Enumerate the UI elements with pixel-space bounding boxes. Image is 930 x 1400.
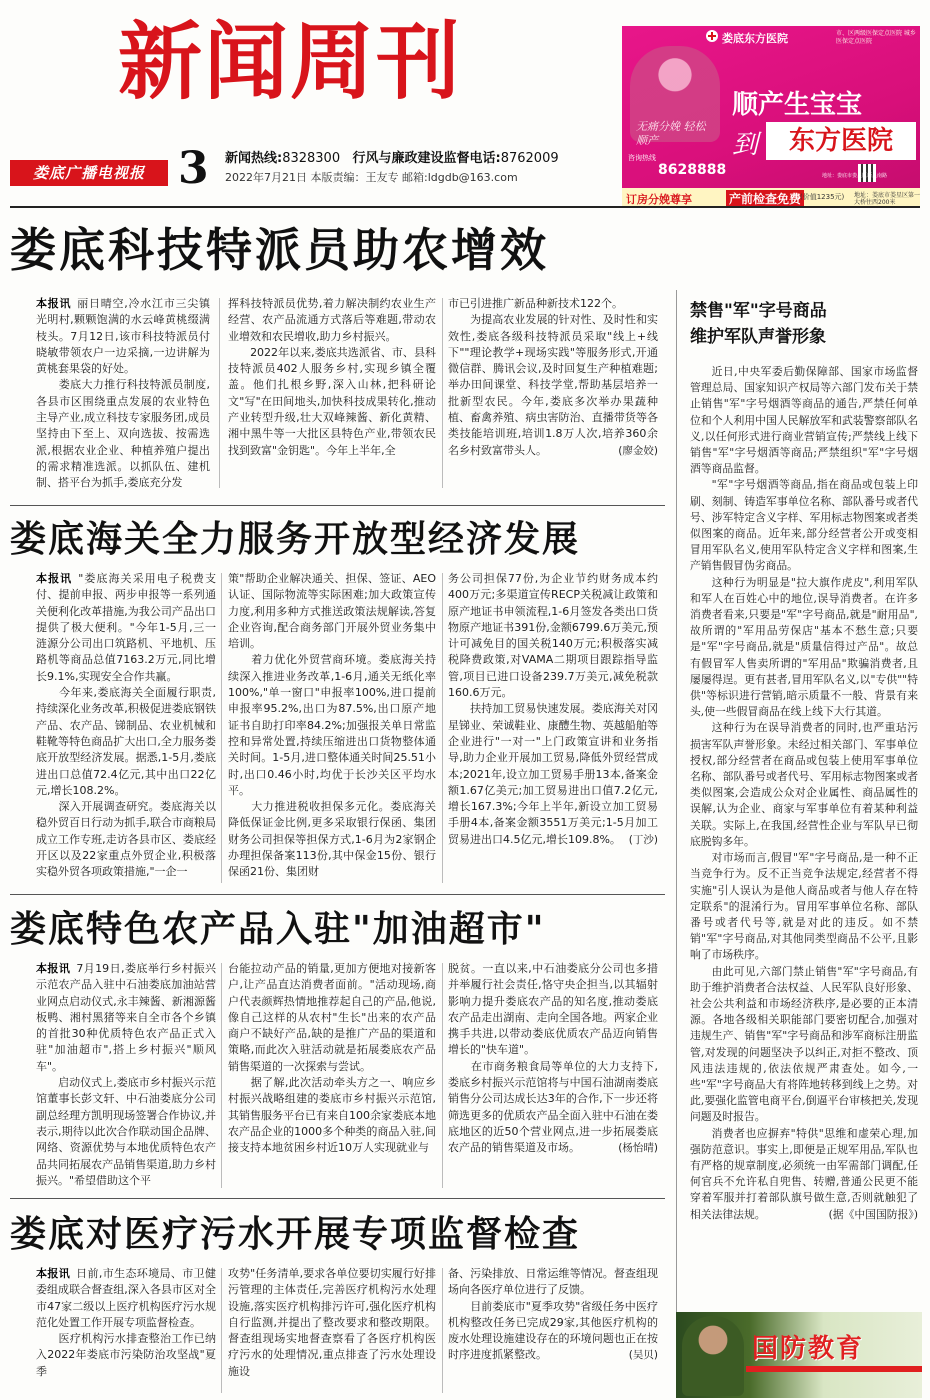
sidebar-paragraph: 对市场而言,假冒"军"字号商品,是一种不正当竞争行为。反不正当竞争法规定,经营者不得实施"引人误认为是他人商品或者与他人存在特定联系"的混淆行为。冒用军事单位名称、部队番号或者代号等,就是对此的违反。如不禁销"军"字号商品,对其他同类型商品不公平,且影响了市场秩序。 — [690, 851, 918, 962]
article-divider — [10, 1198, 665, 1199]
column-text: 务公司担保77份,为企业节约财务成本约400万元;多渠道宣传RECP关税减让政策和原产地证书申领流程,1-6月签发各类出口货物原产地证书391份,金额6799.6万美元,预计可减免目的国关税140万元;积极落实减税降费政策,对VAMA二期项目跟踪指导监管,项目已进口设备239.7万美元,减免税款160.6万元。 扶持加工贸易快速发展。娄底海关对冈星锑业、荣诚鞋业、康醴生物、英越船舶等企业进行"一对一"上门政策宣讲和业务指导,助力企业开展加工贸易,降低外贸经营成本;2021年,设立加工贸易手册13本,备案金额1.67亿美元;加工贸易进出口值7.2亿元,增长167.3%;今年上半年,新设立加工贸易手册4本,备案金额3551万美元;1-5月加工贸易进出口4.5亿元,增长109.8%。 — [448, 572, 658, 846]
column-divider — [219, 298, 220, 488]
column-divider — [221, 963, 222, 1188]
article-4-column-1 — [36, 1266, 216, 1396]
date-editor-line: 2022年7月21日 本版责编：王友专 邮箱:ldgdb@163.com — [225, 171, 518, 184]
masthead-divider — [10, 206, 920, 208]
sidebar-paragraph — [690, 1126, 918, 1223]
banner-stripe — [746, 1366, 922, 1372]
article-lead: 本报讯 — [36, 962, 71, 975]
article-1-column-1 — [36, 296, 210, 496]
article-1-column-3 — [448, 296, 658, 496]
article-author: (丁沙) — [628, 833, 658, 846]
article-author: (吴贝) — [628, 1349, 658, 1362]
column-text: 脱贫。一直以来,中石油娄底分公司也多措并举履行社会责任,恪守央企担当,以其辐射影响力提升娄底农产品的知名度,推动娄底农产品走出湖南、走向全国各地。两家企业携手共进,以带动娄底优质农产品迈向销售增长的"快车道"。 在市商务粮食局等单位的大力支持下,娄底乡村振兴示范馆将与中国石油湖南娄底销售分公司达成长达3年的合作,下一步还将筛选更多的优质农产品全面入驻中石油在娄底地区的近50个营业网点,进一步拓展娄底农产品的销售渠道及市场。 — [448, 962, 658, 1155]
sidebar-border — [676, 290, 677, 1330]
ad-hospital-name: 娄底东方医院 — [722, 32, 788, 45]
sidebar-paragraph: 近日,中央军委后勤保障部、国家市场监督管理总局、国家知识产权局等六部门发布关于禁止销售"军"字号烟酒等商品的通告,严禁任何单位和个人利用中国人民解放军和武装警察部队名义,以任何形式进行商业营销宣传;严禁线上线下销售"军"字号烟酒等商品;严禁组织"军"字号烟酒等商品监督。 — [690, 365, 918, 476]
article-4-column-3 — [448, 1266, 658, 1396]
article-2-column-3 — [448, 571, 658, 891]
ad-phone-label: 咨询热线 — [628, 154, 656, 162]
sidebar-paragraph: "军"字号烟酒等商品,指在商品或包装上印刷、刻制、铸造军事单位名称、部队番号或者代号、涉军特定含义字样、军用标志物图案或者类似图案的商品。近年来,部分经营者公开或变相冒用军队名义,使用军队特定含义字样和图案,生产销售假冒伪劣商品。 — [690, 478, 918, 573]
article-3-column-1 — [36, 961, 216, 1193]
article-2-headline[interactable]: 娄底海关全力服务开放型经济发展 — [10, 519, 581, 560]
soldier-photo — [682, 1316, 744, 1396]
article-4-headline[interactable]: 娄底对医疗污水开展专项监督检查 — [10, 1214, 581, 1255]
sidebar-paragraph: 这种行为明显是"拉大旗作虎皮",利用军队和军人在百姓心中的地位,误导消费者。在许多消费者看来,只要是"军"字号商品,就是"耐用品",故所谓的"军用品劳保店"基本不愁生意;只要是"军"字号商品,就是"质量信得过产品"。故总有假冒军人售卖所谓的"军用品"欺骗消费者,且屡屡得逞。更有甚者,冒用军队名义,以"专供""特供"等标识进行营销,暗示质量不一般、背景有来头,使一些假冒商品在线上线下大行其道。 — [690, 575, 918, 719]
hotline-number: 8328300 — [282, 151, 341, 166]
column-divider — [442, 963, 443, 1188]
article-1-headline[interactable]: 娄底科技特派员助农增效 — [10, 223, 549, 277]
article-divider — [10, 505, 665, 506]
sidebar-paragraph: 这种行为在误导消费者的同时,也严重玷污损害军队声誉形象。未经过相关部门、军事单位授权,部分经营者在商品或包装上使用军事单位名称、部队番号或者代号、军用标志物图案或者类似图案,会造成公众对企业属性、商品属性的误解,认为企业、商家与军事单位有着某种利益关联。实际上,在我国,经营性企业与军队早已彻底脱钩多年。 — [690, 721, 918, 848]
hotline-label: 新闻热线: — [225, 151, 283, 166]
column-divider — [442, 573, 443, 883]
medical-cross-icon — [706, 30, 718, 42]
article-lead: 本报讯 — [36, 572, 73, 585]
column-text: 市已引进推广新品种新技术122个。 为提高农业发展的针对性、及时性和实效性,娄底各级科技特派员采取"线上+线下""理论教学+现场实践"等服务形式,开通微信群、腾讯会议,及时回复生产种植难题;举办田间课堂、科技学堂,帮助基层培养一批新型农民。今年,娄底多次举办果蔬种植、畜禽养殖、病虫害防治、直播带货等各类技能培训班,培训1.8万人次,培养360余名乡村致富带头人。 — [448, 297, 658, 457]
hotline-line — [225, 150, 559, 168]
ad-bottom-price: (价值1235元) — [800, 193, 845, 201]
column-text: 台能拉动产品的销量,更加方便地对接新客户,让产品直达消费者面前。"活动现场,商户代表颜辉热情地推荐起自己的产品,他说,像自己这样的从农村"生长"出来的农产品商户不缺好产品,缺的是推广产品的渠道和策略,而此次入驻活动就是拓展娄底农产品销售渠道的一次探索与尝试。 据了解,此次活动牵头方之一、响应乡村振兴战略组建的娄底市乡村振兴示范馆,其销售服务平台已有来自100余家娄底本地农产品企业的1000多个种类的商品入驻,间接支持本地贫困乡村近10万人实现就业与 — [228, 962, 436, 1155]
national-defense-banner[interactable] — [676, 1312, 922, 1398]
ad-headline-dao: 到 — [732, 130, 759, 160]
supervise-number: 8762009 — [500, 151, 559, 166]
article-3-column-3 — [448, 961, 658, 1193]
column-divider — [442, 298, 443, 488]
masthead-title: 新闻周刊 — [118, 12, 463, 111]
ad-bottom-note: 地址：娄底市娄星区第一大桥往西200米 — [854, 192, 920, 206]
ad-address: 地址：娄底市娄星区新星南路 — [822, 173, 888, 179]
column-text: 日前,市生态环境局、市卫健委组成联合督查组,深入各县市区对全市47家二级以上医疗机构医疗污水规范化处置工作开展专项监督检查。 医疗机构污水排查整治工作已纳入2022年娄底市污染防治攻坚战"夏季 — [36, 1267, 216, 1378]
hospital-advertisement[interactable] — [622, 26, 920, 208]
column-divider — [221, 573, 222, 883]
column-text: 备、污染排放、日常运维等情况。督查组现场向各医疗单位进行了反馈。 目前娄底市"夏季攻势"省级任务中医疗机构整改任务已完成29家,其他医疗机构的废水处理设施建设存在的环境问题也正在按时序进度抓紧整改。 — [448, 1267, 658, 1362]
article-author: (杨怡晴) — [618, 1142, 658, 1155]
paper-name-badge: 娄底广播电视报 — [10, 160, 168, 186]
ad-hospital-note: 市、区两级医保定点医院 城乡医保定点医院 — [836, 30, 916, 45]
column-divider — [442, 1268, 443, 1393]
ad-headline-2: 东方医院 — [766, 122, 916, 160]
column-text: 丽日晴空,冷水江市三尖镇光明村,颗颗饱满的水云峰黄桃缀满枝头。7月12日,该市科技特派员付晓敏带领农户一边采摘,一边讲解为黄桃套果袋的好处。 娄底大力推行科技特派员制度,各县市区围绕重点发展的农业特色主导产业,成立科技专家服务团,成员坚持由下至上、双向选拔、按需选派,根据农业企业、种植养殖户提出的需求精准选派。以抓队伍、建机制、搭平台为抓手,娄底充分发 — [36, 297, 210, 490]
column-text: 挥科技特派员优势,着力解决制约农业生产经营、农产品流通方式落后等难题,带动农业增效和农民增收,助力乡村振兴。 2022年以来,娄底共选派省、市、县科技特派员402人服务乡村,实现乡镇全覆盖。他们扎根乡野,深入山林,把科研论文"写"在田间地头,加快科技成果转化,推动产业转型升级,壮大双峰辣酱、新化黄精、湘中黑牛等一大批区县特色产业,带领农民找到致富"金钥匙"。今年上半年,全 — [228, 297, 436, 457]
banner-text: 国防教育 — [752, 1334, 865, 1364]
article-divider — [10, 894, 665, 895]
ad-bottom-highlight: 产前检查免费 — [726, 190, 804, 207]
article-3-column-2 — [228, 961, 436, 1193]
sidebar-title-line-2: 维护军队声誉形象 — [690, 327, 826, 347]
ad-bottom-strip — [622, 188, 920, 208]
sidebar-paragraph-text: 消费者也应摒弃"特供"思维和虚荣心理,加强防范意识。事实上,即便是正规军用品,军队也有严格的规章制度,必须统一由军需部门调配,任何官兵不允许私自兜售、转赠,普通公民更不能穿着军服并打着部队旗号做生意,否则就触犯了相关法律法规。 — [690, 1126, 918, 1221]
article-1-column-2 — [228, 296, 436, 496]
sidebar-body — [690, 364, 918, 1314]
sidebar-source: (据《中国国防报》) — [828, 1207, 918, 1221]
column-text: 攻势"任务清单,要求各单位要切实履行好排污管理的主体责任,完善医疗机构污水处理设施,落实医疗机构排污许可,强化医疗机构自行监测,并提出了整改要求和整改期限。督查组现场实地督查察看了各医疗机构医疗污水的处理情况,重点排查了污水处理设施设 — [228, 1267, 436, 1378]
ad-phone: 8628888 — [658, 162, 727, 178]
article-lead: 本报讯 — [36, 297, 72, 310]
sidebar-title[interactable] — [690, 298, 827, 350]
ad-slogan: 无痛分娩 轻松顺产 — [636, 120, 706, 147]
column-text: "娄底海关采用电子税费支付、提前申报、两步申报等一系列通关便利化改革措施,为我公司产品出口提供了极大便利。"今年1-5月,三一涟源分公司出口筑路机、平地机、压路机等商品总值7163.2万元,同比增长9.1%,实现安全合作共赢。 今年来,娄底海关全面履行职责,持续深化业务改革,积极促进娄底钢铁产品、农产品、锑制品、农业机械和鞋靴等特色商品扩大出口,全力服务娄底开放型经济发展。据悉,1-5月,娄底进出口总值72.4亿元,其中出口22亿元,增长108.2%。 深入开展调查研究。娄底海关以稳外贸百日行动为抓手,联合市商粮局成立工作专班,走访各县市区、娄底经开区以及22家重点外贸企业,积极落实稳外贸各项政策措施,"一企一 — [36, 572, 216, 879]
column-divider — [221, 1268, 222, 1393]
article-author: (廖金姣) — [618, 444, 658, 457]
ad-headline-1: 顺产生宝宝 — [732, 90, 863, 120]
article-2-column-2 — [228, 571, 436, 891]
article-3-headline[interactable]: 娄底特色农产品入驻"加油超市" — [10, 909, 546, 950]
ad-bottom-lead: 订房分娩尊享 — [626, 193, 692, 206]
article-4-column-2 — [228, 1266, 436, 1396]
supervise-label: 行风与廉政建设监督电话: — [352, 151, 501, 166]
page-number: 3 — [178, 143, 209, 194]
article-2-column-1 — [36, 571, 216, 891]
sidebar-title-line-1: 禁售"军"字号商品 — [690, 301, 827, 321]
column-text: 7月19日,娄底举行乡村振兴示范农产品入驻中石油娄底加油站营业网点启动仪式,永丰辣酱、新湘源酱板鸭、湘村黑猪等来自全市各个乡镇的首批30种优质特色农产品正式入驻"加油超市",搭上乡村振兴"顺风车"。 启动仪式上,娄底市乡村振兴示范馆董事长彭文轩、中石油娄底分公司副总经理方凯明现场签署合作协议,并表示,期待以此次合作联动国企品牌、网络、资源优势与本地优质特色农产品共同拓展农产品销售渠道,助力乡村振兴。"希望借助这个平 — [36, 962, 216, 1187]
sidebar-paragraph: 由此可见,六部门禁止销售"军"字号商品,有助于维护消费者合法权益、人民军队良好形象、社会公共利益和市场经济秩序,是必要的正本清源。各地各级相关职能部门要密切配合,加强对违规生产、销售"军"字号商品和涉军商标注册监管,对发现的问题坚决予以纠正,对拒不整改、顶风违法违规的,依法依规严肃查处。如今,一些"军"字号商品大有将阵地转移到线上之势。对此,要强化监管电商平台,倒逼平台审核把关,发现问题及时报告。 — [690, 964, 918, 1124]
column-text: 策"帮助企业解决通关、担保、签证、AEO认证、国际物流等实际困难;加大政策宣传力度,利用多种方式推送政策法规解读,答复企业咨询,配合商务部门开展外贸业务集中培训。 着力优化外贸营商环境。娄底海关持续深入推进业务改革,1-6月,通关无纸化率100%,"单一窗口"申报率100%,进口提前申报率95.2%,出口为87.5%,出口原产地证书自助打印率84.2%;加强报关单日常监控和异常处置,持续压缩进出口货物整体通关时间。1-5月,进口整体通关时间25.51小时,出口0.46小时,均优于长沙关区平均水平。 大力推进税收担保多元化。娄底海关降低保证金比例,更多采取银行保函、集团财务公司担保等担保方式,1-6月为2家钢企办理担保备案113份,其中保金15份、银行保函21份、集团财 — [228, 572, 436, 879]
article-lead: 本报讯 — [36, 1267, 71, 1280]
